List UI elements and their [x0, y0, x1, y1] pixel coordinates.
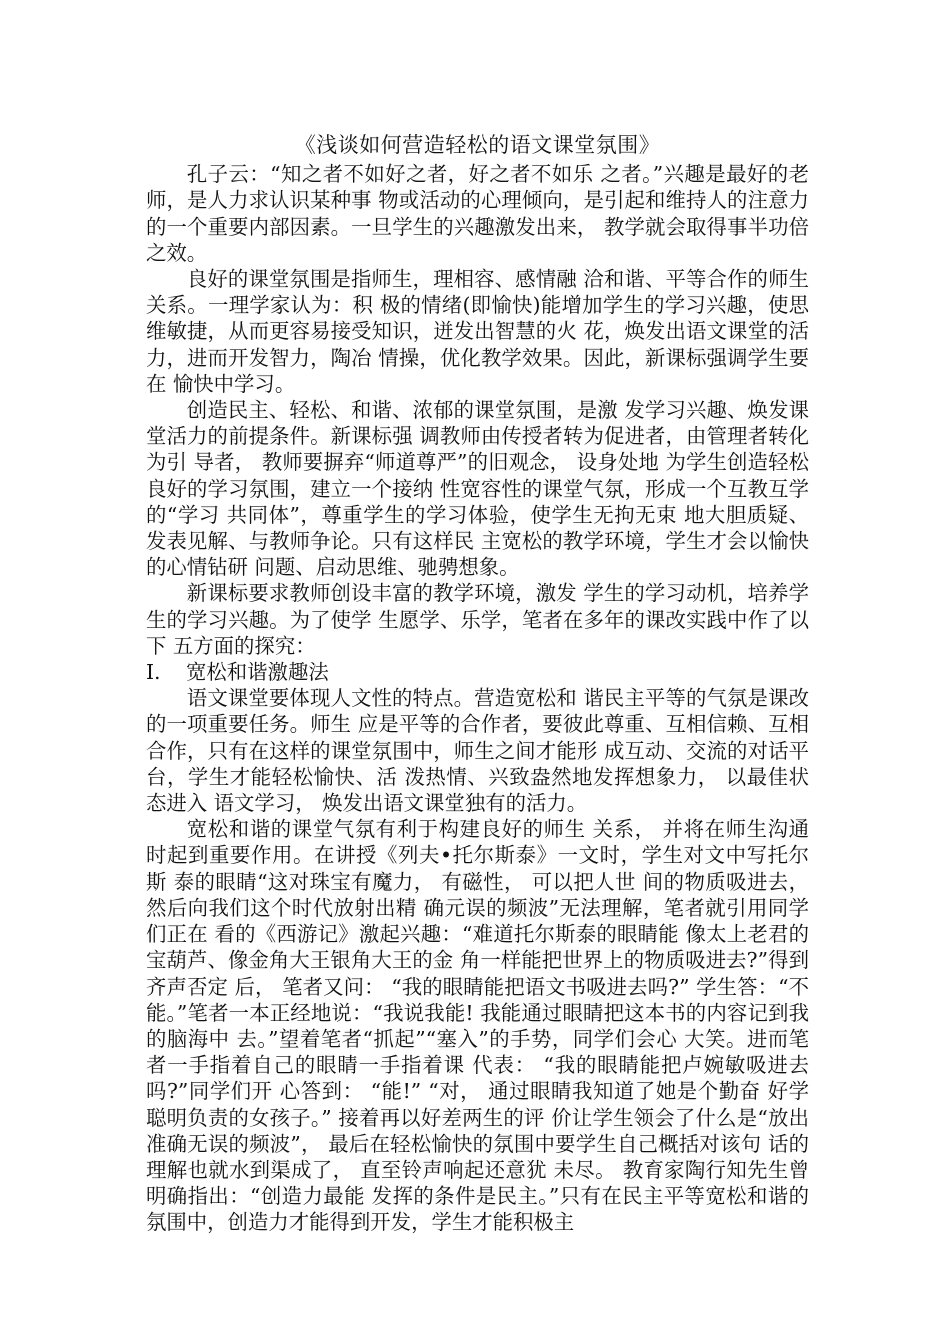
paragraph-tolstoy-example: 宽松和谐的课堂气氛有利于构建良好的师生 关系， 并将在师生沟通时起到重要作用。在讲授《列夫•托尔斯泰》一文时，学生对文中写托尔斯 泰的眼睛“这对珠宝有魔力， 有磁性， 可以把人世 间的物质吸进去，然后向我们这个时代放射出精 确元误的频波”无法理解，笔者就引用同学们正在 看的《西游记》激起兴趣：“难道托尔斯泰的眼睛能 像太上老君的宝葫芦、像金角大王银角大王的金 角一样能把世界上的物质吸进去?”得到齐声否定 后， 笔者又问： “我的眼睛能把语文书吸进去吗?” 学生答：“不能。”笔者一本正经地说：“我说我能! 我能通过眼睛把这本书的内容记到我的脑海中 去。”望着笔者“抓起”“塞入”的手势，同学们会心 大笑。进而笔者一手指着自己的眼睛一手指着课 代表： “我的眼睛能把卢婉敏吸进去吗?”同学们开 心答到： “能!” “对， 通过眼睛我知道了她是个勤奋 好学聪明负责的女孩子。” 接着再以好差两生的评 价让学生领会了什么是“放出准确无误的频波”， 最后在轻松愉快的氛围中要学生自己概括对该句 话的理解也就水到渠成了， 直至铃声响起还意犹 未尽。 教育家陶行知先生曾明确指出：“创造力最能 发挥的条件是民主。”只有在民主平等宽松和谐的 氛围中，创造力才能得到开发，学生才能积极主: [146, 817, 809, 1235]
section-title: 宽松和谐激趣法: [186, 660, 329, 685]
paragraph-humanistic: 语文课堂要体现人文性的特点。营造宽松和 谐民主平等的气氛是课改的一项重要任务。师生 应是平等的合作者，要彼此尊重、互相信赖、互相 合作，只有在这样的课堂氛围中，师生之间才能形 成互动、交流的对话平台，学生才能轻松愉快、活 泼热情、兴致盎然地发挥想象力， 以最佳状态进入 语文学习， 焕发出语文课堂独有的活力。: [146, 686, 809, 816]
document-page: [146, 132, 809, 1236]
section-number: I.: [146, 660, 161, 685]
paragraph-intro: 孔子云：“知之者不如好之者，好之者不如乐 之者。”兴趣是最好的老师，是人力求认识某种事 物或活动的心理倾向，是引起和维持人的注意力 的一个重要内部因素。一旦学生的兴趣激发出来， 教学就会取得事半功倍之效。: [146, 162, 809, 265]
paragraph-democratic-environment: 创造民主、轻松、和谐、浓郁的课堂氛围，是激 发学习兴趣、焕发课堂活力的前提条件。新课标强 调教师由传授者转为促进者，由管理者转化为引 导者， 教师要摒弃“师道尊严”的旧观念， 设身处地 为学生创造轻松良好的学习氛围，建立一个接纳 性宽容性的课堂气氛，形成一个互教互学的“学习 共同体”，尊重学生的学习体验，使学生无拘无束 地大胆质疑、发表见解、与教师争论。只有这样民 主宽松的教学环境，学生才会以愉快的心情钻研 问题、启动思维、驰骋想象。: [146, 398, 809, 580]
section-heading: [146, 659, 809, 685]
paragraph-classroom-atmosphere: 良好的课堂氛围是指师生，理相容、感情融 洽和谐、平等合作的师生关系。一理学家认为：积 极的情绪(即愉快)能增加学生的学习兴趣，使思 维敏捷，从而更容易接受知识，迸发出智慧的火 花，焕发出语文课堂的活力，进而开发智力，陶冶 情操，优化教学效果。因此，新课标强调学生要在 愉快中学习。: [146, 267, 809, 396]
paragraph-curriculum-requirements: 新课标要求教师创设丰富的教学环境，激发 学生的学习动机，培养学生的学习兴趣。为了使学 生愿学、乐学，笔者在多年的课改实践中作了以下 五方面的探究：: [146, 581, 809, 658]
document-title: 《浅谈如何营造轻松的语文课堂氛围》: [294, 133, 661, 157]
